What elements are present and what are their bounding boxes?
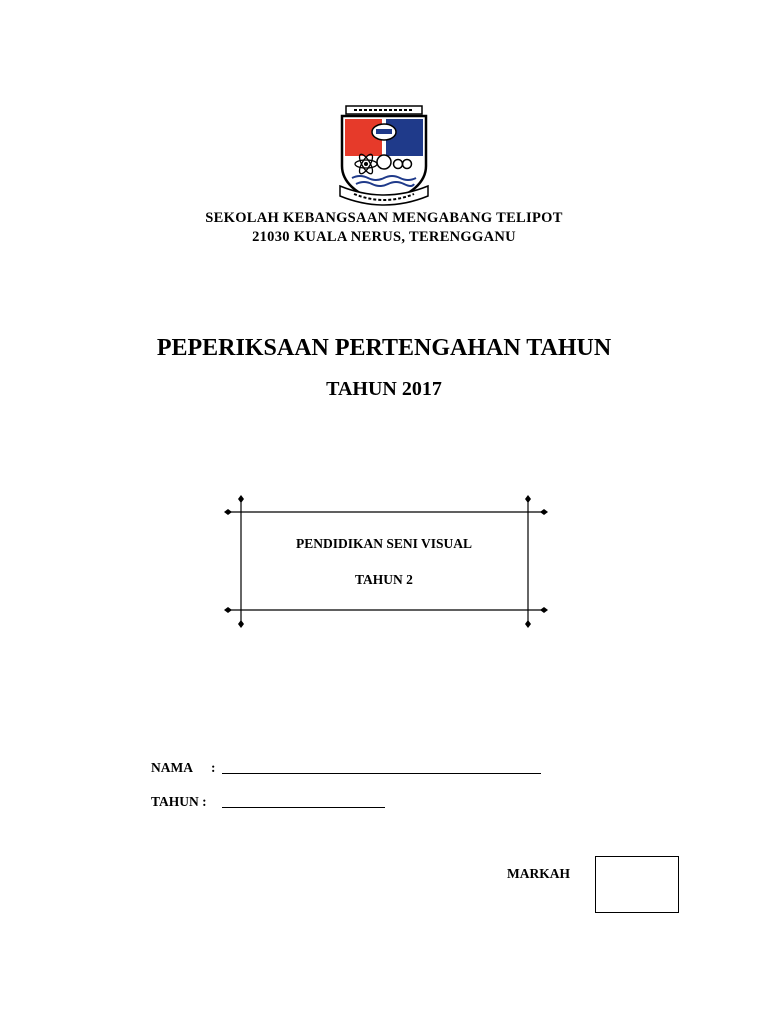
exam-title: PEPERIKSAAN PERTENGAHAN TAHUN <box>156 335 612 361</box>
school-name: SEKOLAH KEBANGSAAN MENGABANG TELIPOT <box>205 210 563 226</box>
subject-name: PENDIDIKAN SENI VISUAL <box>295 536 473 551</box>
exam-year: TAHUN 2017 <box>326 378 442 400</box>
tahun-label: TAHUN : <box>151 794 207 809</box>
school-crest-icon <box>336 104 432 210</box>
markah-box[interactable] <box>595 856 679 913</box>
nama-input-line[interactable] <box>222 773 541 774</box>
nama-label: NAMA <box>151 760 193 775</box>
school-address: 21030 KUALA NERUS, TERENGGANU <box>252 229 516 245</box>
subject-frame <box>224 492 548 630</box>
nama-colon: : <box>211 760 216 775</box>
tahun-input-line[interactable] <box>222 807 385 808</box>
markah-label: MARKAH <box>507 866 570 881</box>
subject-year: TAHUN 2 <box>355 572 413 587</box>
